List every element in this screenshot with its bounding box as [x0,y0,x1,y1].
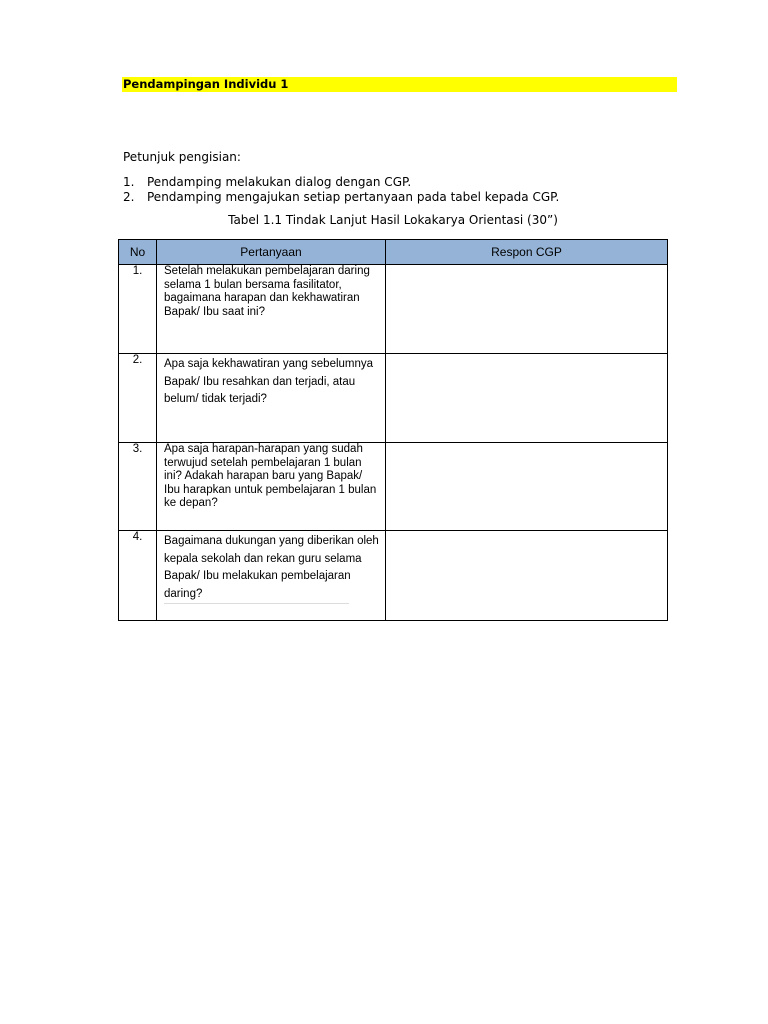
header-response: Respon CGP [386,240,668,265]
instruction-text: Pendamping melakukan dialog dengan CGP. [147,175,412,189]
question-cell [157,531,386,621]
underline-divider [164,603,349,604]
question-cell [157,443,386,531]
table-row [119,531,668,621]
question-text: Setelah melakukan pembelajaran daring selama 1 bulan bersama fasilitator, bagaimana harapan dan kekhawatiran Bapak/ Ibu saat ini? [164,265,370,318]
response-cell[interactable] [386,354,668,443]
question-text: Bagaimana dukungan yang diberikan oleh kepala sekolah dan rekan guru selama Bapak/ Ibu melakukan pembelajaran daring? [164,535,379,600]
row-number: 1. [119,265,157,354]
instruction-text: Pendamping mengajukan setiap pertanyaan pada tabel kepada CGP. [147,190,560,204]
document-title: Pendampingan Individu 1 [122,77,677,92]
header-no: No [119,240,157,265]
instruction-item [123,190,559,205]
question-text: Apa saja kekhawatiran yang sebelumnya Bapak/ Ibu resahkan dan terjadi, atau belum/ tidak terjadi? [164,358,374,405]
table-caption: Tabel 1.1 Tindak Lanjut Hasil Lokakarya Orientasi (30”) [228,213,558,227]
question-table [118,239,668,621]
response-cell[interactable] [386,265,668,354]
row-number: 3. [119,443,157,531]
instructions-heading: Petunjuk pengisian: [123,150,241,164]
row-number: 2. [119,354,157,443]
table-row [119,265,668,354]
instruction-number: 2. [123,190,135,204]
response-cell[interactable] [386,443,668,531]
table-row [119,354,668,443]
instruction-number: 1. [123,175,135,189]
question-text: Apa saja harapan-harapan yang sudah terwujud setelah pembelajaran 1 bulan ini? Adakah harapan baru yang Bapak/ Ibu harapkan untuk pembelajaran 1 bulan ke depan? [164,443,377,510]
question-cell [157,265,386,354]
response-cell[interactable] [386,531,668,621]
header-question: Pertanyaan [157,240,386,265]
table-row [119,443,668,531]
row-number: 4. [119,531,157,621]
instruction-item [123,175,559,190]
question-cell [157,354,386,443]
table-header-row [119,240,668,265]
instructions-list [123,175,559,205]
